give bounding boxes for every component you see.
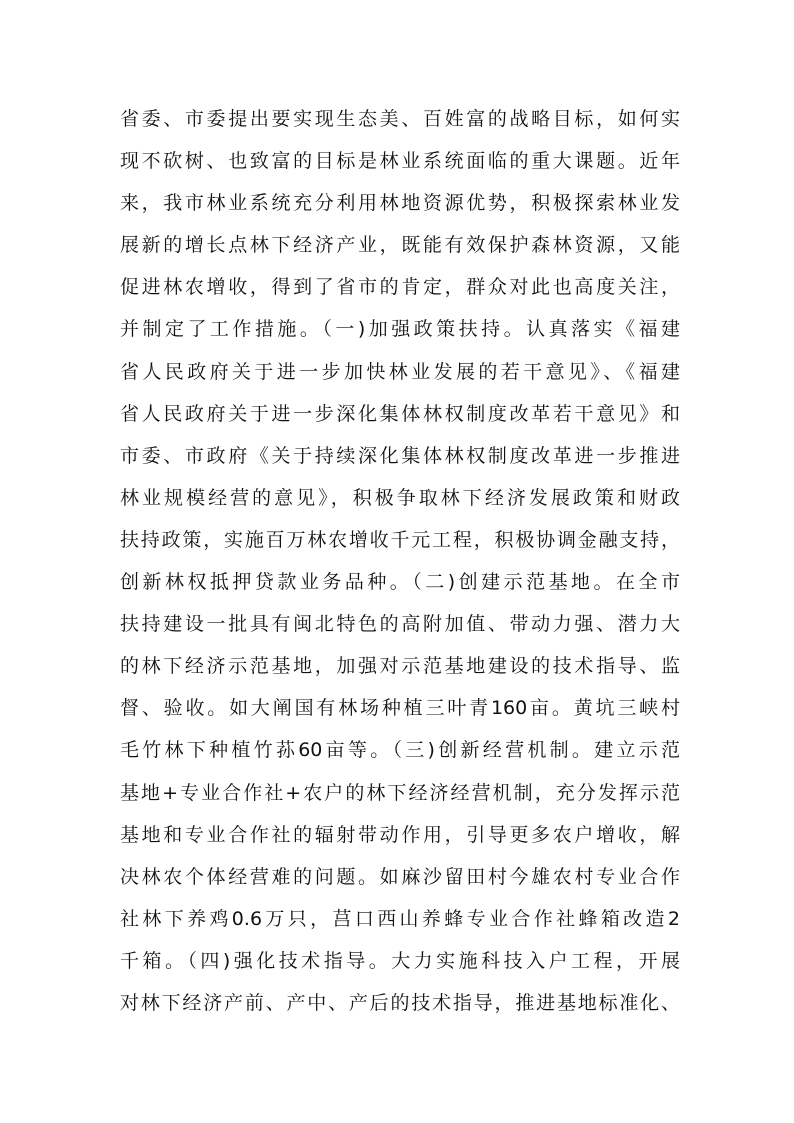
text-line: 省委、市委提出要实现生态美、百姓富的战略目标，如何实 [120, 108, 680, 130]
text-line: 市委、市政府《关于持续深化集体林权制度改革进一步推进 [120, 444, 680, 467]
text-line: 促进林农增收，得到了省市的肯定，群众对此也高度关注， [120, 276, 680, 299]
text-line: 毛竹林下种植竹荪60亩等。（三)创新经营机制。建立示范 [120, 739, 680, 762]
text-line: 基地和专业合作社的辐射带动作用，引导更多农户增收，解 [120, 823, 680, 846]
text-line: 督、验收。如大阐国有林场种植三叶青160亩。黄坑三峡村 [120, 697, 680, 720]
text-line: 基地+专业合作社+农户的林下经济经营机制，充分发挥示范 [120, 781, 680, 804]
text-line: 省人民政府关于进一步加快林业发展的若干意见》、《福建 [120, 360, 680, 383]
text-line: 并制定了工作措施。（一)加强政策扶持。认真落实《福建 [120, 318, 680, 341]
text-line: 扶持政策，实施百万林农增收千元工程，积极协调金融支持， [120, 528, 680, 551]
text-line: 对林下经济产前、产中、产后的技术指导，推进基地标准化、 [120, 991, 680, 1014]
body-text [120, 98, 680, 1024]
text-line: 来，我市林业系统充分利用林地资源优势，积极探索林业发 [120, 192, 680, 215]
text-line: 社林下养鸡0.6万只，莒口西山养蜂专业合作社蜂箱改造2 [120, 907, 680, 930]
text-line: 的林下经济示范基地，加强对示范基地建设的技术指导、监 [120, 655, 680, 678]
text-line: 创新林权抵押贷款业务品种。（二)创建示范基地。在全市 [120, 571, 680, 594]
text-line: 现不砍树、也致富的目标是林业系统面临的重大课题。近年 [120, 150, 680, 173]
text-line: 林业规模经营的意见》，积极争取林下经济发展政策和财政 [120, 486, 680, 509]
text-line: 千箱。（四)强化技术指导。大力实施科技入户工程，开展 [120, 949, 680, 972]
text-line: 决林农个体经营难的问题。如麻沙留田村今雄农村专业合作 [120, 865, 680, 888]
text-line: 展新的增长点林下经济产业，既能有效保护森林资源，又能 [120, 234, 680, 257]
text-line: 扶持建设一批具有闽北特色的高附加值、带动力强、潜力大 [120, 613, 680, 636]
text-line: 省人民政府关于进一步深化集体林权制度改革若干意见》和 [120, 402, 680, 425]
